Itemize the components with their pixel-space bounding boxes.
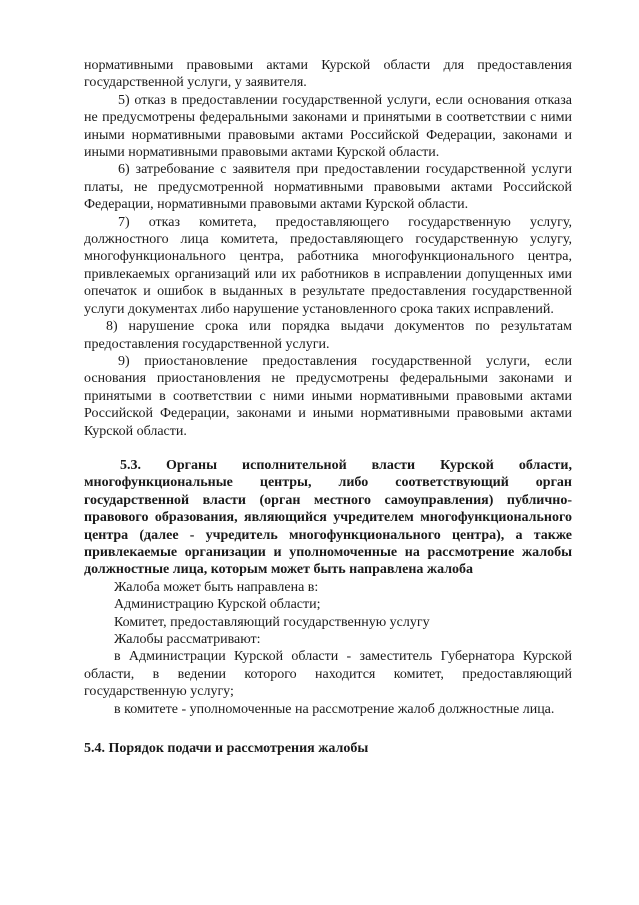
reviewer-administration: в Администрации Курской области - заместитель Губернатора Курской области, в ведении которого находится комитет, предоставляющий государственную услугу; bbox=[84, 649, 572, 700]
complaint-target-committee: Комитет, предоставляющий государственную услугу bbox=[114, 614, 430, 630]
paragraph-item-9: 9) приостановление предоставления государственной услуги, если основания приостановления не предусмотрены федеральными законами и принятыми в соответствии с ними иными нормативными правовыми актами Российской Федерации, законами и иными нормативными правовыми актами Курской области. bbox=[84, 353, 572, 439]
paragraph-continuation: нормативными правовыми актами Курской области для предоставления государственной услуги, у заявителя. bbox=[84, 58, 572, 91]
reviewer-committee: в комитете - уполномоченные на рассмотрение жалоб должностные лица. bbox=[114, 701, 555, 717]
section-5-4-heading: 5.4. Порядок подачи и рассмотрения жалобы bbox=[84, 741, 369, 757]
complaint-directed-to: Жалоба может быть направлена в: bbox=[114, 579, 319, 595]
paragraph-item-5: 5) отказ в предоставлении государственной услуги, если основания отказа не предусмотрены федеральными законами и принятыми в соответствии с ними иными нормативными правовыми актами Российской Федерации, законами и иными нормативными правовыми актами Курской области. bbox=[84, 92, 572, 161]
complaint-target-administration: Администрацию Курской области; bbox=[114, 597, 321, 613]
paragraph-item-7: 7) отказ комитета, предоставляющего государственную услугу, должностного лица комитета, предоставляющего государственную услугу, многофункционального центра, работника многофункционального центра, привлекаемых организаций или их работников в исправлении допущенных ими опечаток и ошибок в выданных в результате предоставления государственной услуги документах либо нарушение установленного срока таких исправлений. bbox=[84, 214, 572, 317]
document-body bbox=[84, 57, 572, 757]
section-5-3-heading: 5.3. Органы исполнительной власти Курской области, многофункциональные центры, либо соответствующий орган государственной власти (орган местного самоуправления) публично-правового образования, являющийся учредителем многофункционального центра (далее - учредитель многофункционального центра), а также привлекаемые организации и уполномоченные на рассмотрение жалобы должностные лица, которым может быть направлена жалоба bbox=[84, 457, 572, 578]
complaints-reviewed-by: Жалобы рассматривают: bbox=[114, 632, 261, 647]
paragraph-item-6: 6) затребование с заявителя при предоставлении государственной услуги платы, не предусмотренной нормативными правовыми актами Российской Федерации, нормативными правовыми актами Курской области. bbox=[84, 162, 572, 213]
paragraph-item-8: 8) нарушение срока или порядка выдачи документов по результатам предоставления государственной услуги. bbox=[84, 319, 572, 352]
